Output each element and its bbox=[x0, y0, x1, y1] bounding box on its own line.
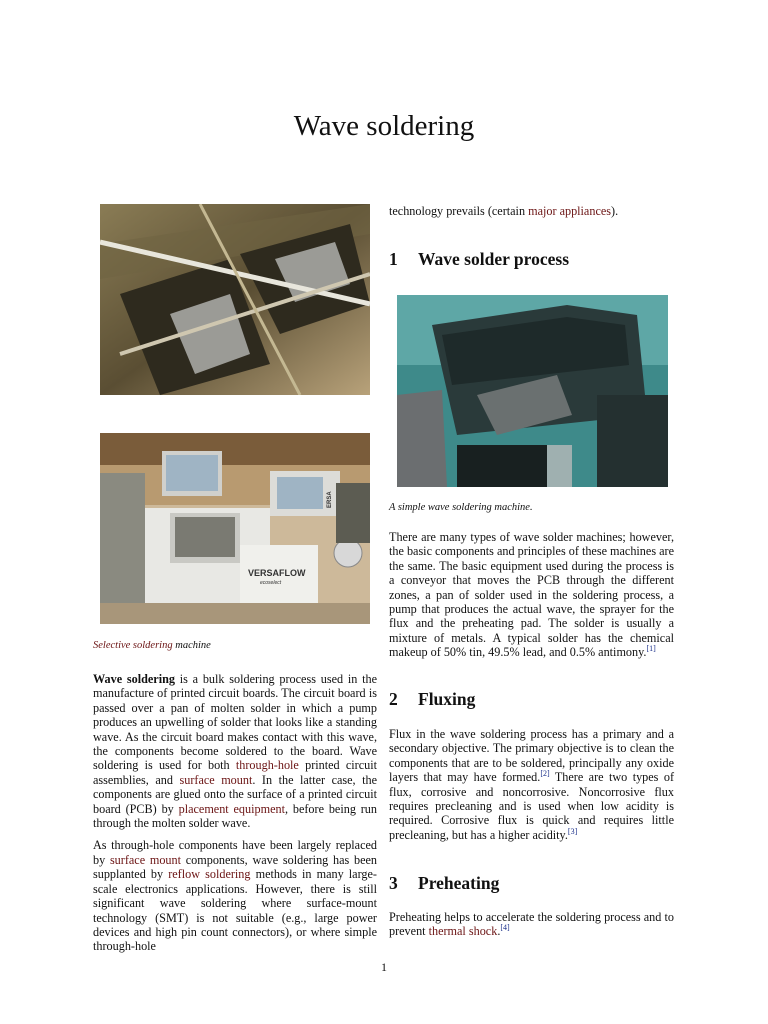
ersa-label: ERSA bbox=[327, 491, 333, 508]
wiki-link[interactable]: surface mount bbox=[179, 772, 253, 787]
page-title: Wave soldering bbox=[293, 110, 475, 142]
ecoselect-label: ecoselect bbox=[260, 580, 282, 586]
wiki-link[interactable]: surface mount bbox=[109, 852, 182, 867]
selective-soldering-photo bbox=[100, 433, 370, 624]
solder-bath-photo bbox=[100, 204, 370, 395]
citation-ref[interactable]: [3] bbox=[567, 826, 578, 836]
section-2-body: Flux in the wave soldering process has a primary and a secondary objective. The primary objective is to clean the components that are to be soldered, principally any oxide layers that may have formed.[2] There are two types of flux, corrosive and noncorrosive. Noncorrosive flux requires precleaning and is used when low acidity is required. Corrosive flux is quick and requires little precleaning, but has a higher acidity.[3] bbox=[389, 727, 674, 842]
wiki-link[interactable]: through-hole bbox=[235, 758, 299, 773]
wiki-link[interactable]: major appliances bbox=[528, 204, 612, 218]
selective-soldering-link[interactable]: Selective soldering bbox=[93, 640, 173, 651]
citation-ref[interactable]: [1] bbox=[646, 644, 656, 654]
intro-paragraph-2: As through-hole components have been largely replaced by surface mount components, wave soldering has been supplanted by reflow soldering methods in many large-scale electronics applications. However, there is still significant wave soldering where surface-mount technology (SMT) is not suitable (e.g., large power devices and high pin count connectors), or where simple through-hole bbox=[93, 838, 377, 954]
versaflow-label: VERSAFLOW bbox=[248, 568, 306, 578]
section-3-heading: 3 Preheating bbox=[389, 873, 500, 893]
section-1-heading: 1 Wave solder process bbox=[389, 249, 570, 269]
page-number: 1 bbox=[381, 960, 387, 974]
section-1-body: There are many types of wave solder machines; however, the basic components and principles of these machines are the same. The basic equipment used during the process is a conveyor that moves the PCB through the different zones, a pan of solder used in the soldering process, a pump that produces the actual wave, the sprayer for the flux and the preheating pad. The solder is usually a mixture of metals. A typical solder has the chemical makeup of 50% tin, 49.5% lead, and 0.5% antimony.[1] bbox=[389, 530, 674, 660]
wiki-link[interactable]: thermal shock bbox=[428, 924, 498, 939]
intro-paragraph-2-continued: technology prevails (certain major appliances). bbox=[389, 204, 619, 218]
right-intro-continuation bbox=[389, 204, 674, 218]
section-3-body: Preheating helps to accelerate the soldering process and to prevent thermal shock.[4] bbox=[389, 910, 674, 939]
intro-paragraph-1: Wave soldering is a bulk soldering process used in the manufacture of printed circuit boards. The circuit board is passed over a pan of molten solder in which a pump produces an upwelling of solder that looks like a standing wave. As the circuit board makes contact with this wave, the components become soldered to the board. Wave soldering is used for both through-hole printed circuit assemblies, and surface mount. In the latter case, the components are glued onto the surface of a printed circuit board (PCB) by placement equipment, before being run through the molten solder wave. bbox=[93, 672, 377, 831]
bold-term: Wave soldering bbox=[93, 672, 175, 686]
citation-ref[interactable]: [2] bbox=[540, 769, 550, 779]
left-text-column bbox=[93, 672, 377, 954]
section-2-heading: 2 Fluxing bbox=[389, 689, 476, 709]
wave-soldering-machine-photo bbox=[397, 295, 668, 487]
wave-machine-caption: A simple wave soldering machine. bbox=[389, 502, 533, 513]
citation-ref[interactable]: [4] bbox=[500, 923, 510, 933]
selective-soldering-caption: Selective soldering machine bbox=[93, 640, 211, 651]
wiki-link[interactable]: reflow soldering bbox=[168, 867, 251, 882]
wiki-link[interactable]: placement equipment bbox=[178, 801, 285, 816]
